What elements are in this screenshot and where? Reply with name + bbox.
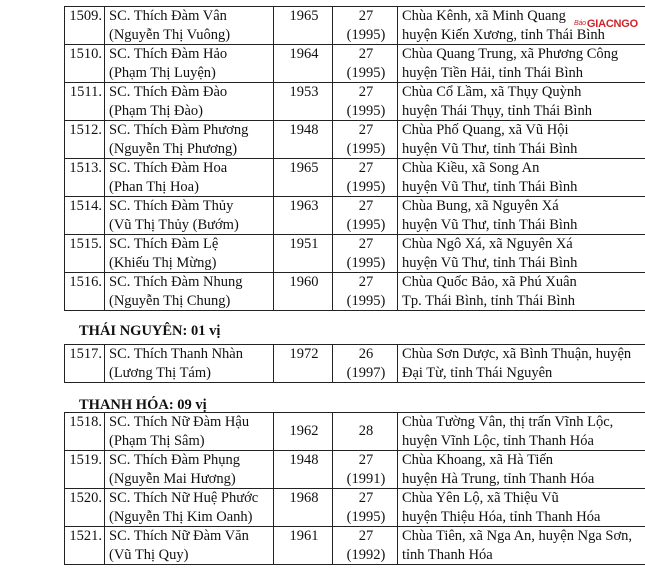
- address-line-2: tỉnh Thanh Hóa: [402, 546, 493, 563]
- ordination-year: (1995): [346, 178, 386, 195]
- address-cell: [398, 159, 645, 197]
- name-cell: [105, 527, 274, 565]
- dharma-name: SC. Thích Đàm Phụng: [109, 452, 241, 468]
- ordination-year: (1995): [346, 26, 386, 43]
- dharma-name: SC. Thích Đàm Vân: [109, 8, 227, 24]
- address-cell: [398, 7, 645, 45]
- entry-number: 1512.: [69, 122, 102, 138]
- table-row: [65, 235, 645, 273]
- birth-name: (Lương Thị Tám): [109, 364, 211, 381]
- table-row: [65, 7, 645, 45]
- entry-number: 1510.: [69, 46, 102, 62]
- name-cell: [105, 235, 274, 273]
- address-line-1: Chùa Sơn Dược, xã Bình Thuận, huyện: [402, 346, 632, 362]
- address-line-2: huyện Vĩnh Lộc, tỉnh Thanh Hóa: [402, 432, 594, 449]
- ordination-age: 27: [358, 122, 374, 138]
- table-thanh-hoa: [64, 412, 645, 565]
- entry-number: 1513.: [69, 160, 102, 176]
- address-cell: [398, 235, 645, 273]
- address-line-2: huyện Vũ Thư, tỉnh Thái Bình: [402, 178, 578, 195]
- name-cell: [105, 413, 274, 451]
- entry-number: 1518.: [69, 414, 102, 430]
- table-thai-nguyen: [64, 344, 645, 383]
- birth-year-cell: [274, 159, 333, 197]
- entry-number-cell: [65, 235, 105, 273]
- name-cell: [105, 451, 274, 489]
- address-line-1: Chùa Kênh, xã Minh Quang: [402, 8, 566, 24]
- ordination-year: (1995): [346, 292, 386, 309]
- table-row: [65, 527, 645, 565]
- name-cell: [105, 159, 274, 197]
- ordination-year: (1991): [346, 470, 386, 487]
- ordination-age: 27: [358, 160, 374, 176]
- address-cell: [398, 527, 645, 565]
- entry-number: 1515.: [69, 236, 102, 252]
- birth-year: 1948: [289, 122, 319, 138]
- ordination-age: 27: [358, 236, 374, 252]
- address-line-2: Đại Từ, tỉnh Thái Nguyên: [402, 364, 553, 381]
- ordination-age: 27: [358, 8, 374, 24]
- birth-year: 1964: [289, 46, 319, 62]
- address-line-1: Chùa Bung, xã Nguyên Xá: [402, 198, 559, 214]
- table-row: [65, 121, 645, 159]
- address-line-1: Chùa Ngô Xá, xã Nguyên Xá: [402, 236, 573, 252]
- dharma-name: SC. Thích Nữ Đàm Văn: [109, 528, 249, 544]
- ordination-year: (1997): [346, 364, 386, 381]
- ordination-cell: [333, 345, 398, 383]
- dharma-name: SC. Thích Đàm Hảo: [109, 46, 228, 62]
- dharma-name: SC. Thích Đàm Thủy: [109, 198, 234, 214]
- address-line-1: Chùa Cổ Lầm, xã Thụy Quỳnh: [402, 84, 582, 100]
- address-line-1: Chùa Yên Lộ, xã Thiệu Vũ: [402, 490, 559, 506]
- section-heading-thai-nguyen: THÁI NGUYÊN: 01 vị: [79, 323, 221, 339]
- ordination-year: (1995): [346, 102, 386, 119]
- ordination-year: (1995): [346, 216, 386, 233]
- birth-name: (Vũ Thị Thủy (Bướm): [109, 216, 239, 233]
- birth-year-cell: [274, 413, 333, 451]
- birth-name: (Vũ Thị Quy): [109, 546, 189, 563]
- entry-number-cell: [65, 83, 105, 121]
- address-line-1: Chùa Quốc Bảo, xã Phú Xuân: [402, 274, 577, 290]
- logo-small-text: Báo: [574, 20, 586, 27]
- dharma-name: SC. Thích Đàm Phương: [109, 122, 249, 138]
- entry-number: 1520.: [69, 490, 102, 506]
- birth-year: 1953: [289, 84, 319, 100]
- entry-number-cell: [65, 413, 105, 451]
- birth-year: 1948: [289, 452, 319, 468]
- ordination-cell: [333, 235, 398, 273]
- birth-name: (Phạm Thị Đào): [109, 102, 203, 119]
- address-line-1: Chùa Kiều, xã Song An: [402, 160, 540, 176]
- ordination-cell: [333, 159, 398, 197]
- name-cell: [105, 273, 274, 311]
- birth-year-cell: [274, 451, 333, 489]
- dharma-name: SC. Thích Thanh Nhàn: [109, 346, 243, 362]
- name-cell: [105, 45, 274, 83]
- dharma-name: SC. Thích Đàm Nhung: [109, 274, 243, 290]
- table-row: [65, 345, 645, 383]
- birth-year-cell: [274, 273, 333, 311]
- ordination-age: 27: [358, 490, 374, 506]
- ordination-age: 27: [358, 84, 374, 100]
- ordination-age: 26: [358, 346, 374, 362]
- birth-name: (Phan Thị Hoa): [109, 178, 199, 195]
- ordination-cell: [333, 45, 398, 83]
- entry-number-cell: [65, 7, 105, 45]
- dharma-name: SC. Thích Đàm Lệ: [109, 236, 219, 252]
- birth-name: (Nguyễn Thị Chung): [109, 292, 231, 309]
- birth-year: 1968: [289, 490, 319, 506]
- address-cell: [398, 413, 645, 451]
- birth-year: 1951: [289, 236, 319, 252]
- name-cell: [105, 83, 274, 121]
- birth-year-cell: [274, 83, 333, 121]
- ordination-cell: [333, 83, 398, 121]
- entry-number: 1521.: [69, 528, 102, 544]
- table-thai-binh: [64, 6, 645, 311]
- birth-year: 1963: [289, 198, 319, 214]
- dharma-name: SC. Thích Đàm Hoa: [109, 160, 228, 176]
- address-line-1: Chùa Phố Quang, xã Vũ Hội: [402, 122, 569, 138]
- ordination-age: 27: [358, 274, 374, 290]
- ordination-age: 27: [358, 452, 374, 468]
- entry-number: 1516.: [69, 274, 102, 290]
- birth-name: (Phạm Thị Luyện): [109, 64, 216, 81]
- birth-year: 1965: [289, 8, 319, 24]
- birth-year-cell: [274, 7, 333, 45]
- address-cell: [398, 451, 645, 489]
- table-row: [65, 413, 645, 451]
- entry-number-cell: [65, 121, 105, 159]
- ordination-cell: [333, 273, 398, 311]
- table-row: [65, 83, 645, 121]
- birth-name: (Phạm Thị Sâm): [109, 432, 205, 449]
- entry-number: 1514.: [69, 198, 102, 214]
- ordination-cell: [333, 527, 398, 565]
- entry-number: 1509.: [69, 8, 102, 24]
- address-line-2: Tp. Thái Bình, tỉnh Thái Bình: [402, 292, 576, 309]
- ordination-year: (1995): [346, 254, 386, 271]
- birth-year: 1962: [289, 423, 319, 439]
- name-cell: [105, 197, 274, 235]
- entry-number: 1517.: [69, 346, 102, 362]
- address-line-2: huyện Vũ Thư, tỉnh Thái Bình: [402, 216, 578, 233]
- address-cell: [398, 83, 645, 121]
- address-cell: [398, 345, 645, 383]
- address-line-1: Chùa Quang Trung, xã Phương Công: [402, 46, 619, 62]
- address-line-2: huyện Thiệu Hóa, tỉnh Thanh Hóa: [402, 508, 601, 525]
- birth-name: (Nguyễn Mai Hương): [109, 470, 236, 487]
- birth-year-cell: [274, 197, 333, 235]
- ordination-year: (1995): [346, 508, 386, 525]
- address-cell: [398, 489, 645, 527]
- dharma-name: SC. Thích Nữ Huệ Phước: [109, 490, 259, 506]
- ordination-age: 28: [358, 423, 374, 439]
- ordination-year: (1995): [346, 140, 386, 157]
- address-line-2: huyện Tiền Hải, tỉnh Thái Bình: [402, 64, 583, 81]
- address-cell: [398, 121, 645, 159]
- birth-year: 1965: [289, 160, 319, 176]
- entry-number-cell: [65, 273, 105, 311]
- entry-number-cell: [65, 45, 105, 83]
- entry-number-cell: [65, 451, 105, 489]
- address-line-1: Chùa Tiên, xã Nga An, huyện Nga Sơn,: [402, 528, 632, 544]
- name-cell: [105, 121, 274, 159]
- birth-name: (Nguyễn Thị Phương): [109, 140, 238, 157]
- entry-number-cell: [65, 197, 105, 235]
- birth-year-cell: [274, 527, 333, 565]
- address-line-1: Chùa Khoang, xã Hà Tiến: [402, 452, 554, 468]
- birth-name: (Nguyễn Thị Vuông): [109, 26, 231, 43]
- table-row: [65, 197, 645, 235]
- table-row: [65, 159, 645, 197]
- birth-year: 1960: [289, 274, 319, 290]
- birth-year-cell: [274, 121, 333, 159]
- ordination-year: (1995): [346, 64, 386, 81]
- ordination-age: 27: [358, 198, 374, 214]
- birth-year-cell: [274, 489, 333, 527]
- birth-year: 1972: [289, 346, 319, 362]
- address-cell: [398, 197, 645, 235]
- address-line-2: huyện Vũ Thư, tỉnh Thái Bình: [402, 254, 578, 271]
- address-line-2: huyện Vũ Thư, tỉnh Thái Bình: [402, 140, 578, 157]
- dharma-name: SC. Thích Đàm Đào: [109, 84, 228, 100]
- entry-number: 1511.: [69, 84, 102, 100]
- entry-number-cell: [65, 527, 105, 565]
- table-row: [65, 45, 645, 83]
- birth-year-cell: [274, 235, 333, 273]
- section-heading-thanh-hoa: THANH HÓA: 09 vị: [79, 397, 207, 413]
- birth-name: (Khiếu Thị Mừng): [109, 254, 217, 271]
- name-cell: [105, 489, 274, 527]
- ordination-age: 27: [358, 46, 374, 62]
- dharma-name: SC. Thích Nữ Đàm Hậu: [109, 414, 250, 430]
- ordination-age: 27: [358, 528, 374, 544]
- address-line-2: huyện Hà Trung, tỉnh Thanh Hóa: [402, 470, 595, 487]
- ordination-cell: [333, 451, 398, 489]
- ordination-cell: [333, 489, 398, 527]
- ordination-cell: [333, 121, 398, 159]
- address-line-2: huyện Thái Thụy, tỉnh Thái Bình: [402, 102, 592, 119]
- birth-year-cell: [274, 45, 333, 83]
- entry-number-cell: [65, 345, 105, 383]
- address-line-2: huyện Kiến Xương, tỉnh Thái Bình: [402, 26, 605, 43]
- address-cell: [398, 273, 645, 311]
- name-cell: [105, 7, 274, 45]
- ordination-year: (1992): [346, 546, 386, 563]
- table-row: [65, 273, 645, 311]
- birth-year-cell: [274, 345, 333, 383]
- logo-big-text: GIACNGO: [586, 18, 639, 30]
- ordination-cell: [333, 413, 398, 451]
- address-cell: [398, 45, 645, 83]
- entry-number-cell: [65, 489, 105, 527]
- birth-year: 1961: [289, 528, 319, 544]
- birth-name: (Nguyễn Thị Kim Oanh): [109, 508, 253, 525]
- ordination-cell: [333, 7, 398, 45]
- entry-number: 1519.: [69, 452, 102, 468]
- entry-number-cell: [65, 159, 105, 197]
- ordination-cell: [333, 197, 398, 235]
- name-cell: [105, 345, 274, 383]
- table-row: [65, 489, 645, 527]
- table-row: [65, 451, 645, 489]
- address-line-1: Chùa Tường Vân, thị trấn Vĩnh Lộc,: [402, 414, 614, 430]
